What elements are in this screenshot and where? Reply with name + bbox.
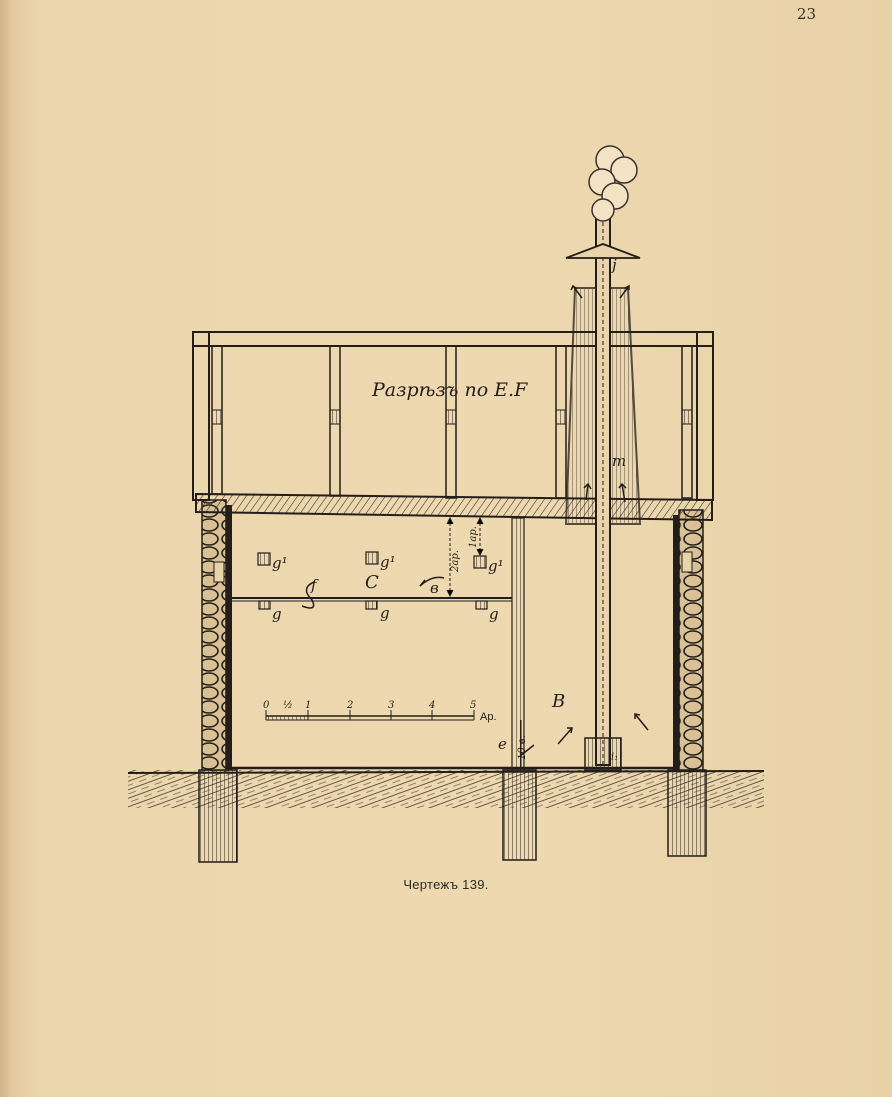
section-title: Разрѣзъ по E.F: [372, 379, 528, 401]
scale-unit: Ар.: [480, 711, 497, 723]
scale-tick-0: 0: [263, 700, 270, 711]
page-number: 23: [796, 5, 816, 23]
vent-g1-label-left: g¹: [272, 554, 288, 572]
right-log-wall: [673, 510, 703, 770]
point-e-label: e: [498, 735, 507, 753]
dimension-1ar-label: 1ар.: [468, 526, 479, 548]
vent-g-label-right: g: [489, 605, 499, 623]
dimension-2ar-label: 2ар.: [450, 550, 461, 572]
scale-tick-1: 1: [305, 700, 312, 711]
scale-tick-4: 4: [429, 700, 436, 711]
vent-g-label-mid: g: [380, 604, 390, 622]
scale-bar: [266, 710, 474, 720]
scale-tick-2: 2: [347, 700, 354, 711]
scale-tick-5: 5: [470, 700, 477, 711]
scale-tick-3: 3: [388, 700, 395, 711]
smoke-puff: [589, 146, 637, 221]
point-j-label: j: [612, 256, 617, 274]
figure-caption: Чертежъ 139.: [403, 877, 489, 892]
room-b-label: B: [552, 691, 566, 712]
scale-tick-half: ½: [283, 700, 293, 711]
vent-g1-label-mid: g¹: [380, 553, 396, 571]
point-i-label: i₁: [611, 752, 619, 763]
point-m-label: m: [612, 452, 627, 470]
partition-wall: [512, 518, 524, 770]
room-c-label: C: [365, 572, 379, 593]
left-log-wall: [202, 500, 232, 770]
dimension-10v-label: 10 в.: [517, 735, 528, 760]
vent-g-label-left: g: [272, 605, 282, 623]
vent-g1-label-right: g¹: [488, 557, 504, 575]
point-v-label: в: [430, 579, 439, 597]
point-f-label: f: [311, 576, 317, 594]
